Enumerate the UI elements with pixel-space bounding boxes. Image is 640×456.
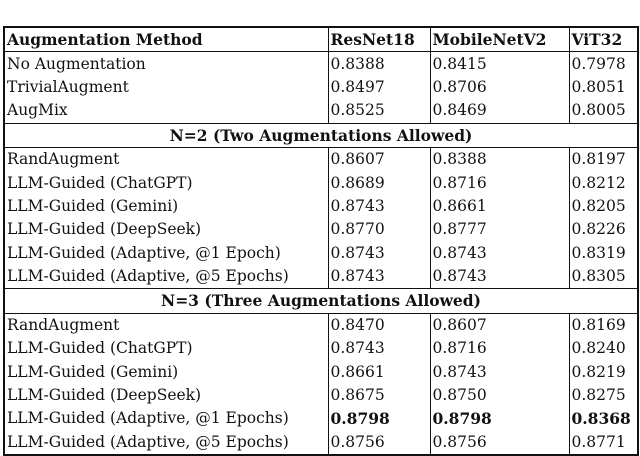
vit32-cell: 0.7978 [569,52,638,76]
section-title: N=2 (Two Augmentations Allowed) [4,123,638,147]
table-row [4,195,638,218]
vit32-cell: 0.8197 [569,147,638,171]
vit32-cell: 0.8005 [569,99,638,123]
vit32-cell: 0.8205 [569,195,638,218]
method-cell: LLM-Guided (Adaptive, @1 Epochs) [7,409,289,428]
resnet18-cell: 0.8743 [328,195,430,218]
resnet18-cell: 0.8743 [328,242,430,265]
method-cell: LLM-Guided (Gemini) [7,196,179,215]
table-row [4,265,638,289]
table-row [4,431,638,455]
results-table [3,26,639,456]
mobilenetv2-cell: 0.8469 [430,99,569,123]
vit32-cell: 0.8240 [569,337,638,360]
method-cell: LLM-Guided (DeepSeek) [7,386,202,405]
vit32-cell: 0.8051 [569,76,638,99]
method-cell: TrivialAugment [7,77,129,96]
table-row [4,384,638,407]
section-title: N=3 (Three Augmentations Allowed) [4,289,638,313]
vit32-cell: 0.8275 [569,384,638,407]
resnet18-cell: 0.8743 [328,337,430,360]
mobilenetv2-best-cell: 0.8798 [430,407,569,430]
method-cell: LLM-Guided (Gemini) [7,362,179,381]
mobilenetv2-cell: 0.8743 [430,360,569,383]
vit32-cell: 0.8219 [569,360,638,383]
mobilenetv2-cell: 0.8706 [430,76,569,99]
header-method: Augmentation Method [4,27,328,52]
resnet18-cell: 0.8675 [328,384,430,407]
table-row [4,242,638,265]
header-vit32: ViT32 [569,27,638,52]
table-row-best [4,407,638,430]
method-cell: RandAugment [7,315,120,334]
resnet18-cell: 0.8470 [328,313,430,337]
resnet18-cell: 0.8525 [328,99,430,123]
mobilenetv2-cell: 0.8743 [430,265,569,289]
cut-off-caption-line [0,0,640,5]
method-cell: No Augmentation [7,54,146,73]
method-cell: LLM-Guided (DeepSeek) [7,220,202,239]
mobilenetv2-cell: 0.8607 [430,313,569,337]
resnet18-best-cell: 0.8798 [328,407,430,430]
table-row [4,171,638,194]
method-cell: LLM-Guided (Adaptive, @5 Epochs) [7,432,289,451]
table-row [4,337,638,360]
resnet18-cell: 0.8743 [328,265,430,289]
header-resnet18: ResNet18 [328,27,430,52]
table-row [4,76,638,99]
vit32-cell: 0.8771 [569,431,638,455]
vit32-cell: 0.8305 [569,265,638,289]
mobilenetv2-cell: 0.8388 [430,147,569,171]
table-row [4,360,638,383]
mobilenetv2-cell: 0.8750 [430,384,569,407]
method-cell: AugMix [7,101,68,120]
method-cell: LLM-Guided (ChatGPT) [7,339,193,358]
mobilenetv2-cell: 0.8716 [430,171,569,194]
section-header-n3 [4,289,638,313]
mobilenetv2-cell: 0.8756 [430,431,569,455]
header-mobilenetv2: MobileNetV2 [430,27,569,52]
header-row [4,27,638,52]
mobilenetv2-cell: 0.8743 [430,242,569,265]
resnet18-cell: 0.8388 [328,52,430,76]
table-row [4,218,638,241]
mobilenetv2-cell: 0.8415 [430,52,569,76]
resnet18-cell: 0.8756 [328,431,430,455]
table-row [4,99,638,123]
method-cell: LLM-Guided (Adaptive, @1 Epoch) [7,243,281,262]
vit32-cell: 0.8212 [569,171,638,194]
table-row [4,313,638,337]
vit32-cell: 0.8226 [569,218,638,241]
method-cell: RandAugment [7,150,120,169]
method-cell: LLM-Guided (Adaptive, @5 Epochs) [7,267,289,286]
resnet18-cell: 0.8661 [328,360,430,383]
table-row [4,52,638,76]
table-row [4,147,638,171]
vit32-cell: 0.8169 [569,313,638,337]
method-cell: LLM-Guided (ChatGPT) [7,173,193,192]
resnet18-cell: 0.8689 [328,171,430,194]
resnet18-cell: 0.8607 [328,147,430,171]
mobilenetv2-cell: 0.8716 [430,337,569,360]
vit32-best-cell: 0.8368 [569,407,638,430]
vit32-cell: 0.8319 [569,242,638,265]
mobilenetv2-cell: 0.8777 [430,218,569,241]
resnet18-cell: 0.8497 [328,76,430,99]
section-header-n2 [4,123,638,147]
resnet18-cell: 0.8770 [328,218,430,241]
mobilenetv2-cell: 0.8661 [430,195,569,218]
